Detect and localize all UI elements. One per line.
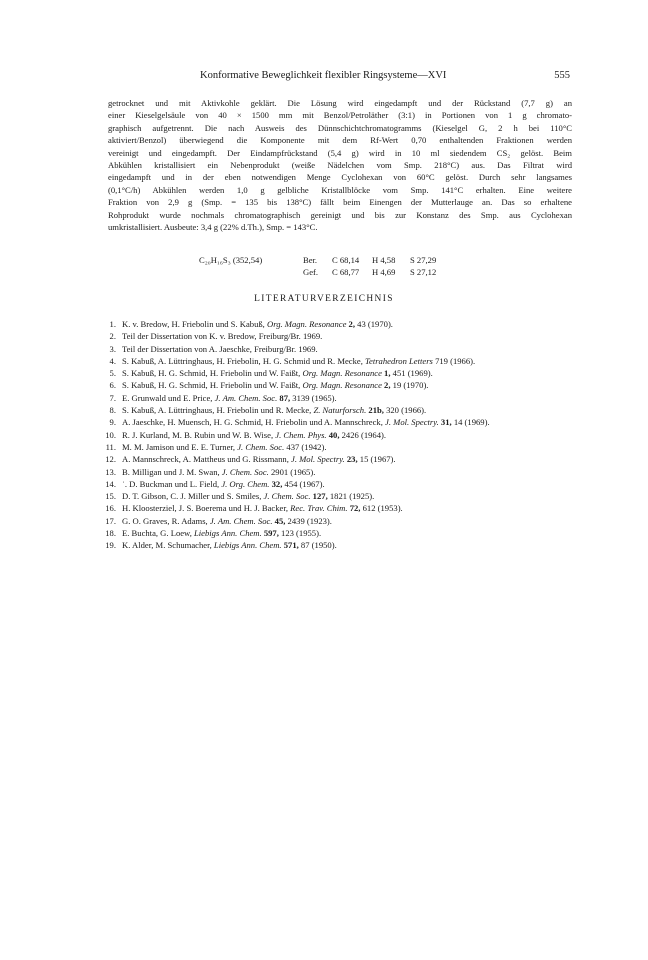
reference-item	[105, 502, 572, 514]
reference-num: 1.	[109, 319, 116, 329]
reference-num: 4.	[109, 355, 116, 366]
reference-post: 612 (1953).	[362, 503, 403, 514]
reference-journal: Liebigs Ann. Chem.	[213, 540, 282, 551]
reference-post: 3139 (1965).	[292, 392, 337, 403]
reference-journal: J. Mol. Spectry.	[385, 417, 439, 428]
paragraph-line: vereinigt und eingedampft. Der Eindampfrückstand (5,4 g) wird in 10 ml siedendem CS₂ gelöst. Beim	[108, 147, 572, 158]
reference-item	[108, 367, 572, 379]
reference-vol: 72,	[349, 503, 361, 514]
reference-item	[105, 539, 572, 551]
reference-post: 19 (1970).	[392, 380, 429, 391]
reference-item	[105, 515, 572, 527]
reference-vol: 23,	[346, 454, 358, 465]
reference-journal: J. Org. Chem.	[221, 478, 270, 489]
reference-num: 13.	[105, 466, 116, 477]
reference-item	[108, 379, 572, 391]
reference-vol: 2,	[384, 380, 391, 391]
reference-num: 14.	[105, 478, 116, 489]
paragraph-line: aktiviert/Benzol) überwiegend die Komponente mit dem Rf-Wert 0,70 enthaltenden Fraktionen werden	[108, 135, 572, 146]
reference-item	[108, 355, 572, 367]
reference-vol: 40,	[328, 429, 340, 440]
reference-journal: Tetrahedron Letters	[365, 355, 433, 366]
reference-vol: 127,	[312, 491, 328, 502]
reference-authors: E. Grunwald und E. Price,	[122, 392, 213, 403]
reference-vol: 1,	[384, 368, 391, 379]
reference-num: 8.	[109, 405, 116, 416]
reference-item	[108, 318, 572, 330]
reference-num: 2.	[109, 331, 116, 342]
reference-journal: J. Am. Chem. Soc.	[214, 392, 278, 403]
paragraph-line: (0,1°C/h) Abkühlen werden 1,0 g gelbliche Kristallblöcke vom Smp. 141°C erhalten. Eine weitere	[108, 184, 572, 195]
reference-post: 43 (1970).	[357, 319, 393, 329]
reference-journal: J. Mol. Spectry.	[291, 454, 345, 465]
reference-item	[105, 527, 572, 539]
reference-item	[105, 441, 572, 453]
reference-authors: K. Alder, M. Schumacher,	[122, 540, 212, 551]
reference-post: 2901 (1965).	[270, 466, 316, 477]
reference-item	[105, 490, 572, 502]
reference-authors: G. O. Graves, R. Adams,	[122, 515, 208, 526]
reference-vol: 32,	[271, 478, 283, 489]
reference-num: 6.	[109, 380, 116, 391]
paragraph-line: Abkühlen kristallisiert ein Nebenprodukt (weiße Nädelchen vom Smp. 218°C) aus. Das Filtrat wird	[108, 160, 572, 171]
reference-post: 2439 (1923).	[287, 515, 332, 526]
reference-num: 19.	[105, 540, 116, 551]
reference-vol: 571,	[283, 540, 299, 551]
reference-journal: J. Chem. Soc.	[221, 466, 269, 477]
reference-pre: Teil der Dissertation von K. v. Bredow, Freiburg/Br. 1969.	[122, 331, 323, 342]
reference-num: 9.	[109, 417, 116, 428]
experimental-paragraph	[108, 97, 572, 233]
reference-post: 454 (1967).	[284, 478, 325, 489]
reference-item	[105, 478, 572, 490]
analysis-carbon: C 68,14	[332, 255, 360, 265]
analysis-carbon: C 68,77	[332, 267, 360, 278]
literature-heading: LITERATURVERZEICHNIS	[254, 294, 394, 304]
reference-authors: S. Kabuß, A. Lüttringhaus, H. Friebolin und R. Mecke,	[122, 405, 312, 416]
reference-authors: D. T. Gibson, C. J. Miller und S. Smiles,	[122, 491, 262, 502]
reference-journal: Org. Magn. Resonance	[266, 319, 347, 329]
reference-authors: A. Mannschreck, A. Mattheus und G. Rissmann,	[122, 454, 289, 465]
reference-post: 14 (1969).	[453, 417, 490, 428]
paragraph-line: eingedampft und in der eben notwendigen Menge Cyclohexan von 60°C gelöst. Durch sehr langsames	[108, 172, 572, 183]
reference-num: 11.	[105, 441, 116, 452]
reference-vol: 21b,	[368, 405, 384, 416]
reference-journal: J. Chem. Soc.	[237, 441, 285, 452]
reference-authors: S. Kabuß, A. Lüttringhaus, H. Friebolin, H. G. Schmid und R. Mecke,	[122, 355, 363, 366]
reference-post: 87 (1950).	[300, 540, 337, 551]
reference-num: 16.	[105, 503, 116, 514]
reference-num: 17.	[105, 515, 116, 526]
analysis-hydrogen: H 4,58	[372, 255, 396, 265]
reference-num: 12.	[105, 454, 116, 465]
reference-post: 719 (1966).	[435, 355, 476, 366]
reference-num: 15.	[105, 491, 116, 502]
reference-journal: Liebigs Ann. Chem.	[194, 528, 262, 539]
reference-list	[105, 318, 572, 552]
paragraph-line: umkristallisiert. Ausbeute: 3,4 g (22% d.Th.), Smp. = 143°C.	[108, 222, 318, 233]
reference-journal: Rec. Trav. Chim.	[290, 503, 348, 514]
paragraph-line: Rohprodukt wurde nochmals chromatographisch gereinigt und bis zur Konstanz des Smp. aus Cyclohexan	[108, 209, 572, 220]
reference-vol: 31,	[440, 417, 452, 428]
reference-item	[108, 330, 572, 342]
reference-item	[105, 429, 572, 441]
reference-post: 451 (1969).	[392, 368, 433, 379]
reference-authors: B. Milligan und J. M. Swan,	[122, 466, 220, 477]
analysis-sulfur: S 27,12	[410, 267, 437, 278]
reference-item	[108, 343, 572, 355]
page-number: 555	[554, 70, 570, 81]
running-title: Konformative Beweglichkeit flexibler Ringsysteme—XVI	[200, 70, 447, 81]
reference-pre: Teil der Dissertation von A. Jaeschke, Freiburg/Br. 1969.	[122, 343, 318, 354]
molecular-formula: C₂₀H₁₆S₃ (352,54)	[199, 255, 263, 265]
reference-num: 10.	[105, 429, 116, 440]
paragraph-line: graphisch aufgetrennt. Die nach Ausweis des Dünnschichtchromatogramms (Kieselgel G, 2 h bei 110°C	[108, 122, 572, 133]
reference-authors: S. Kabuß, H. G. Schmid, H. Friebolin und W. Faißt,	[122, 380, 301, 391]
reference-post: 2426 (1964).	[341, 429, 387, 440]
reference-journal: Org. Magn. Resonance	[302, 380, 382, 391]
paragraph-line: getrocknet und mit Aktivkohle geklärt. Die Lösung wird eingedampft und der Rückstand (7,7 g) an	[108, 98, 572, 108]
reference-authors: M. M. Jamison und E. E. Turner,	[122, 441, 236, 452]
paragraph-line: einer Kieselgelsäule von 40 × 1500 mm mit Benzol/Petroläther (3:1) in Portionen von 1 g chromato-	[108, 110, 572, 121]
reference-journal: Z. Naturforsch.	[313, 405, 367, 416]
reference-authors: H. Kloosterziel, J. S. Boerema und H. J. Backer,	[122, 503, 289, 514]
reference-journal: J. Chem. Phys.	[275, 429, 327, 440]
reference-authors: K. v. Bredow, H. Friebolin und S. Kabuß,	[122, 319, 265, 329]
reference-post: 320 (1966).	[386, 405, 427, 416]
reference-post: 437 (1942).	[286, 441, 327, 452]
reference-item	[108, 404, 572, 416]
reference-authors: ˙. D. Buckman und L. Field,	[122, 478, 220, 489]
analysis-row-found	[199, 266, 450, 278]
reference-post: 1821 (1925).	[329, 491, 375, 502]
reference-journal: Org. Magn. Resonance	[302, 368, 382, 379]
reference-authors: R. J. Kurland, M. B. Rubin und W. B. Wise,	[122, 429, 274, 440]
reference-item	[108, 392, 572, 404]
reference-num: 18.	[105, 528, 116, 539]
analysis-label: Gef.	[303, 267, 319, 278]
reference-vol: 45,	[274, 515, 286, 526]
reference-journal: J. Am. Chem. Soc.	[209, 515, 273, 526]
reference-num: 5.	[109, 368, 116, 379]
reference-authors: S. Kabuß, H. G. Schmid, H. Friebolin und W. Faißt,	[122, 368, 301, 379]
paragraph-line: Fraktion von 2,9 g (Smp. = 135 bis 138°C) fällt beim Einengen der Mutterlauge an. Das so erhaltene	[108, 197, 572, 208]
reference-journal: J. Chem. Soc.	[263, 491, 311, 502]
reference-item	[105, 453, 572, 465]
reference-authors: E. Buchta, G. Loew,	[122, 528, 192, 539]
analysis-sulfur: S 27,29	[410, 255, 437, 265]
analysis-hydrogen: H 4,69	[372, 267, 396, 278]
reference-vol: 87,	[279, 392, 291, 403]
reference-vol: 2,	[348, 319, 355, 329]
reference-post: 123 (1955).	[281, 528, 322, 539]
elemental-analysis	[199, 254, 450, 279]
reference-item	[108, 416, 572, 428]
analysis-label: Ber.	[303, 255, 318, 265]
reference-num: 3.	[109, 343, 116, 354]
reference-vol: 597,	[263, 528, 279, 539]
reference-post: 15 (1967).	[359, 454, 396, 465]
analysis-row-calculated	[199, 254, 450, 266]
reference-num: 7.	[109, 392, 116, 403]
reference-authors: A. Jaeschke, H. Muensch, H. G. Schmid, H. Friebolin und A. Mannschreck,	[122, 417, 383, 428]
reference-item	[105, 466, 572, 478]
